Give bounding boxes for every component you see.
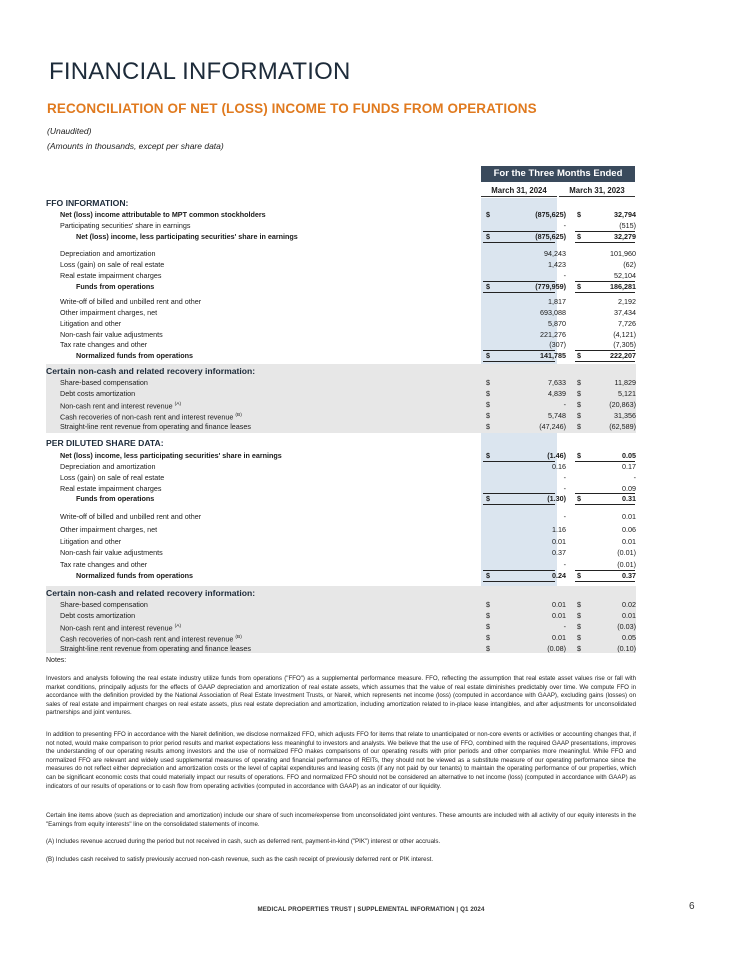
row-label: Net (loss) income, less participating securities' share in earnings (76, 232, 298, 241)
dollar-sign: $ (577, 600, 581, 609)
footnote-ref: (B) (235, 413, 242, 418)
dollar-sign: $ (577, 494, 581, 503)
section-title-per-share: PER DILUTED SHARE DATA: (46, 438, 164, 448)
table-row (46, 547, 636, 558)
row-label: Depreciation and amortization (60, 462, 156, 471)
table-row (46, 377, 636, 388)
row-label-text: Non-cash rent and interest revenue (60, 623, 173, 633)
value-2024: 1,423 (548, 260, 566, 269)
dollar-sign: $ (577, 411, 581, 420)
value-2023: 0.31 (622, 494, 636, 503)
table-row (46, 536, 636, 547)
value-2023: - (633, 473, 636, 482)
value-2023: 0.01 (622, 537, 636, 546)
dollar-sign: $ (577, 622, 581, 631)
table-row (46, 621, 636, 632)
page-number: 6 (689, 901, 695, 912)
value-2023: 32,279 (614, 232, 636, 241)
value-2024: - (563, 221, 566, 230)
notes-label: Notes: (46, 657, 67, 664)
value-2024: 5,748 (548, 411, 566, 420)
footnote-ref: (A) (174, 624, 182, 629)
value-2023: 0.05 (622, 633, 636, 642)
table-row (46, 339, 636, 350)
total-rule (575, 504, 635, 505)
value-2023: (0.10) (617, 644, 636, 653)
table-row (46, 524, 636, 535)
row-label: Normalized funds from operations (76, 351, 194, 360)
dollar-sign: $ (486, 389, 490, 398)
footnote-ref: (A) (174, 402, 182, 407)
value-2024: 5,870 (548, 319, 566, 328)
row-label: Net (loss) income, less participating securities' share in earnings (60, 451, 282, 460)
value-2023: 0.09 (622, 484, 636, 493)
table-row (46, 281, 636, 292)
value-2023: 0.01 (622, 611, 636, 620)
table-row (46, 632, 636, 643)
table-row (46, 461, 636, 472)
total-rule (575, 242, 635, 243)
total-rule (575, 292, 635, 293)
section-subtitle: RECONCILIATION OF NET (LOSS) INCOME TO FUNDS FROM OPERATIONS (47, 101, 537, 116)
table-row (46, 610, 636, 621)
value-2024: (779,959) (535, 282, 566, 291)
value-2024: 0.01 (552, 537, 566, 546)
table-row (46, 259, 636, 270)
dollar-sign: $ (486, 600, 490, 609)
value-2023: 11,829 (614, 378, 636, 387)
dollar-sign: $ (577, 378, 581, 387)
value-2023: 52,104 (614, 271, 636, 280)
row-label: Tax rate changes and other (60, 560, 148, 569)
value-2024: (875,625) (535, 232, 566, 241)
value-2024: 0.01 (552, 633, 566, 642)
value-2024: 141,785 (540, 351, 566, 360)
table-row (46, 643, 636, 654)
row-label-text: Cash recoveries of non-cash rent and interest revenue (60, 634, 234, 644)
value-2023: (0.01) (617, 560, 636, 569)
table-row (46, 410, 636, 421)
page-footer: MEDICAL PROPERTIES TRUST | SUPPLEMENTAL INFORMATION | Q1 2024 (257, 906, 485, 913)
total-rule (483, 361, 555, 362)
dollar-sign: $ (486, 411, 490, 420)
row-label: Loss (gain) on sale of real estate (60, 473, 165, 482)
row-label: Debt costs amortization (60, 611, 136, 620)
dollar-sign: $ (486, 571, 490, 580)
page-title: FINANCIAL INFORMATION (49, 58, 351, 85)
notes-paragraph-ffo: Investors and analysts following the real estate industry utilize funds from operations ("FFO") as a supplemental performance measure. FFO, reflecting the assumption that real estate asset values rise or fall with market conditions, principally adjusts for the effects of GAAP depreciation and amortization of real estate assets, which assumes that the value of real estate diminishes predictably over time. We compute FFO in accordance with the definition provided by the National Association of Real Estate Investment Trusts, or Nareit, which represents net income (loss) (computed in accordance with GAAP), excluding gains (losses) on sales of real estate and impairment charges on real estate assets, plus real estate depreciation and amortization, including amortization related to in-place lease intangibles, and after adjustments for unconsolidated partnerships and joint ventures. (46, 675, 636, 717)
total-rule (483, 292, 555, 293)
row-label: Share-based compensation (60, 600, 148, 609)
table-row (46, 472, 636, 483)
table-row (46, 270, 636, 281)
dollar-sign: $ (486, 378, 490, 387)
row-label: Real estate impairment charges (60, 484, 162, 493)
section-title-ffo: FFO INFORMATION: (46, 198, 129, 208)
value-2024: - (563, 400, 566, 409)
dollar-sign: $ (577, 389, 581, 398)
period-header: For the Three Months Ended (481, 166, 635, 182)
table-row (46, 307, 636, 318)
value-2024: 7,633 (548, 378, 566, 387)
dollar-sign: $ (486, 282, 490, 291)
value-2024: 0.01 (552, 600, 566, 609)
value-2023: 0.01 (622, 512, 636, 521)
value-2024: - (563, 484, 566, 493)
row-label: Funds from operations (76, 494, 155, 503)
value-2023: 0.02 (622, 600, 636, 609)
column-header-2024: March 31, 2024 (491, 186, 547, 195)
value-2023: 0.05 (622, 451, 636, 460)
table-row (46, 296, 636, 307)
value-2023: 37,434 (614, 308, 636, 317)
row-label: Share-based compensation (60, 378, 148, 387)
value-2024: - (563, 560, 566, 569)
row-label: Write-off of billed and unbilled rent and other (60, 297, 202, 306)
row-label: Funds from operations (76, 282, 155, 291)
table-row (46, 399, 636, 410)
total-rule (575, 361, 635, 362)
value-2024: 0.24 (552, 571, 566, 580)
notes-paragraph-normalized-ffo: In addition to presenting FFO in accordance with the Nareit definition, we disclose normalized FFO, which adjusts FFO for items that relate to unanticipated or non-core events or activities or accounting changes that, if not noted, would make comparison to prior period results and market expectations less meaningful to investors and analysts. We believe that the use of FFO, combined with the required GAAP presentations, improves the understanding of our operating results among investors and the use of normalized FFO makes comparisons of our operating results with prior periods and other companies more meaningful. While FFO and normalized FFO are relevant and widely used supplemental measures of operating and financial performance of REITs, they should not be viewed as a substitute measure of our operating performance since the measures do not reflect either depreciation and amortization costs or the level of capital expenditures and leasing costs (if any not paid by our tenants) to maintain the operating performance of our properties, which can be significant economic costs that could materially impact our results of operations. FFO and normalized FFO should not be considered an alternative to net income (loss) (computed in accordance with GAAP) as indicators of our results of operations or to cash flow from operating activities (computed in accordance with GAAP) as an indicator of our liquidity. (46, 731, 636, 790)
value-2024: 1.16 (552, 525, 566, 534)
dollar-sign: $ (577, 633, 581, 642)
table-row (46, 570, 636, 581)
value-2024: 1,817 (548, 297, 566, 306)
value-2024: (1.46) (547, 451, 566, 460)
row-label: Write-off of billed and unbilled rent and other (60, 512, 202, 521)
value-2024: 693,088 (540, 308, 566, 317)
value-2024: 94,243 (544, 249, 566, 258)
dollar-sign: $ (577, 451, 581, 460)
amounts-note: (Amounts in thousands, except per share data) (47, 141, 224, 151)
value-2024: 0.01 (552, 611, 566, 620)
dollar-sign: $ (486, 400, 490, 409)
value-2023: (20,863) (609, 400, 636, 409)
table-row (46, 350, 636, 361)
value-2023: 32,794 (614, 210, 636, 219)
dollar-sign: $ (577, 351, 581, 360)
value-2024: (0.08) (547, 644, 566, 653)
value-2023: 2,192 (618, 297, 636, 306)
dollar-sign: $ (486, 451, 490, 460)
section-title-noncash: Certain non-cash and related recovery information: (46, 366, 256, 376)
dollar-sign: $ (486, 644, 490, 653)
dollar-sign: $ (486, 611, 490, 620)
row-label-text: Cash recoveries of non-cash rent and interest revenue (60, 412, 234, 422)
value-2023: (7,305) (613, 340, 636, 349)
row-label: Loss (gain) on sale of real estate (60, 260, 165, 269)
dollar-sign: $ (577, 611, 581, 620)
value-2023: (0.01) (617, 548, 636, 557)
row-label: Non-cash fair value adjustments (60, 548, 163, 557)
total-rule (483, 581, 555, 582)
value-2023: 5,121 (618, 389, 636, 398)
value-2024: - (563, 512, 566, 521)
dollar-sign: $ (486, 210, 490, 219)
unaudited-note: (Unaudited) (47, 126, 92, 136)
dollar-sign: $ (577, 232, 581, 241)
value-2024: 0.16 (552, 462, 566, 471)
value-2024: - (563, 473, 566, 482)
table-row (46, 599, 636, 610)
dollar-sign: $ (577, 571, 581, 580)
value-2023: 101,960 (610, 249, 636, 258)
table-row (46, 248, 636, 259)
row-label: Litigation and other (60, 319, 122, 328)
table-row (46, 493, 636, 504)
table-row (46, 220, 636, 231)
value-2023: (62) (623, 260, 636, 269)
row-label: Tax rate changes and other (60, 340, 148, 349)
value-2024: (1.30) (547, 494, 566, 503)
dollar-sign: $ (486, 351, 490, 360)
value-2024: 221,276 (540, 330, 566, 339)
dollar-sign: $ (577, 644, 581, 653)
table-row (46, 318, 636, 329)
table-row (46, 450, 636, 461)
header-rule (481, 196, 557, 197)
header-rule (559, 196, 635, 197)
dollar-sign: $ (577, 400, 581, 409)
footnote-ref: (B) (235, 635, 242, 640)
value-2023: 0.37 (622, 571, 636, 580)
column-header-2023: March 31, 2023 (569, 186, 625, 195)
row-label: Litigation and other (60, 537, 122, 546)
value-2023: (62,589) (609, 422, 636, 431)
value-2023: 31,356 (614, 411, 636, 420)
dollar-sign: $ (486, 422, 490, 431)
row-label: Depreciation and amortization (60, 249, 156, 258)
footnote-a: (A) Includes revenue accrued during the period but not received in cash, such as deferred rent, payment-in-kind ("PIK") interest or other accruals. (46, 838, 441, 845)
total-rule (483, 504, 555, 505)
value-2024: 4,839 (548, 389, 566, 398)
value-2024: (47,246) (539, 422, 566, 431)
dollar-sign: $ (486, 633, 490, 642)
value-2024: - (563, 622, 566, 631)
value-2023: (515) (619, 221, 636, 230)
footnote-b: (B) Includes cash received to satisfy previously accrued non-cash revenue, such as the cash receipt of previously deferred rent or PIK interest. (46, 856, 434, 863)
row-label: Net (loss) income attributable to MPT common stockholders (60, 210, 266, 219)
value-2024: 0.37 (552, 548, 566, 557)
row-label: Debt costs amortization (60, 389, 136, 398)
section-title-noncash: Certain non-cash and related recovery information: (46, 588, 256, 598)
value-2023: (4,121) (613, 330, 636, 339)
row-label-text: Non-cash rent and interest revenue (60, 401, 173, 411)
row-label: Non-cash fair value adjustments (60, 330, 163, 339)
value-2023: 222,207 (610, 351, 636, 360)
value-2023: 7,726 (618, 319, 636, 328)
dollar-sign: $ (577, 210, 581, 219)
total-rule (575, 581, 635, 582)
total-rule (483, 242, 555, 243)
dollar-sign: $ (486, 232, 490, 241)
dollar-sign: $ (486, 622, 490, 631)
table-row (46, 421, 636, 432)
dollar-sign: $ (486, 494, 490, 503)
table-row (46, 511, 636, 522)
value-2023: 186,281 (610, 282, 636, 291)
value-2023: 0.17 (622, 462, 636, 471)
value-2024: (875,625) (535, 210, 566, 219)
table-row (46, 209, 636, 220)
dollar-sign: $ (577, 422, 581, 431)
table-row (46, 231, 636, 242)
row-label: Real estate impairment charges (60, 271, 162, 280)
row-label: Other impairment charges, net (60, 525, 158, 534)
row-label: Straight-line rent revenue from operating and finance leases (60, 422, 251, 431)
table-row (46, 388, 636, 399)
notes-paragraph-joint-ventures: Certain line items above (such as depreciation and amortization) include our share of such income/expense from unconsolidated joint ventures. These amounts are included with all activity of our equity interests in the "Earnings from equity interests" line on the consolidated statements of income. (46, 812, 636, 828)
table-row (46, 559, 636, 570)
value-2024: (307) (549, 340, 566, 349)
value-2023: (0.03) (617, 622, 636, 631)
row-label: Other impairment charges, net (60, 308, 158, 317)
row-label: Participating securities' share in earnings (60, 221, 191, 230)
row-label: Straight-line rent revenue from operating and finance leases (60, 644, 251, 653)
value-2024: - (563, 271, 566, 280)
dollar-sign: $ (577, 282, 581, 291)
value-2023: 0.06 (622, 525, 636, 534)
row-label: Normalized funds from operations (76, 571, 194, 580)
